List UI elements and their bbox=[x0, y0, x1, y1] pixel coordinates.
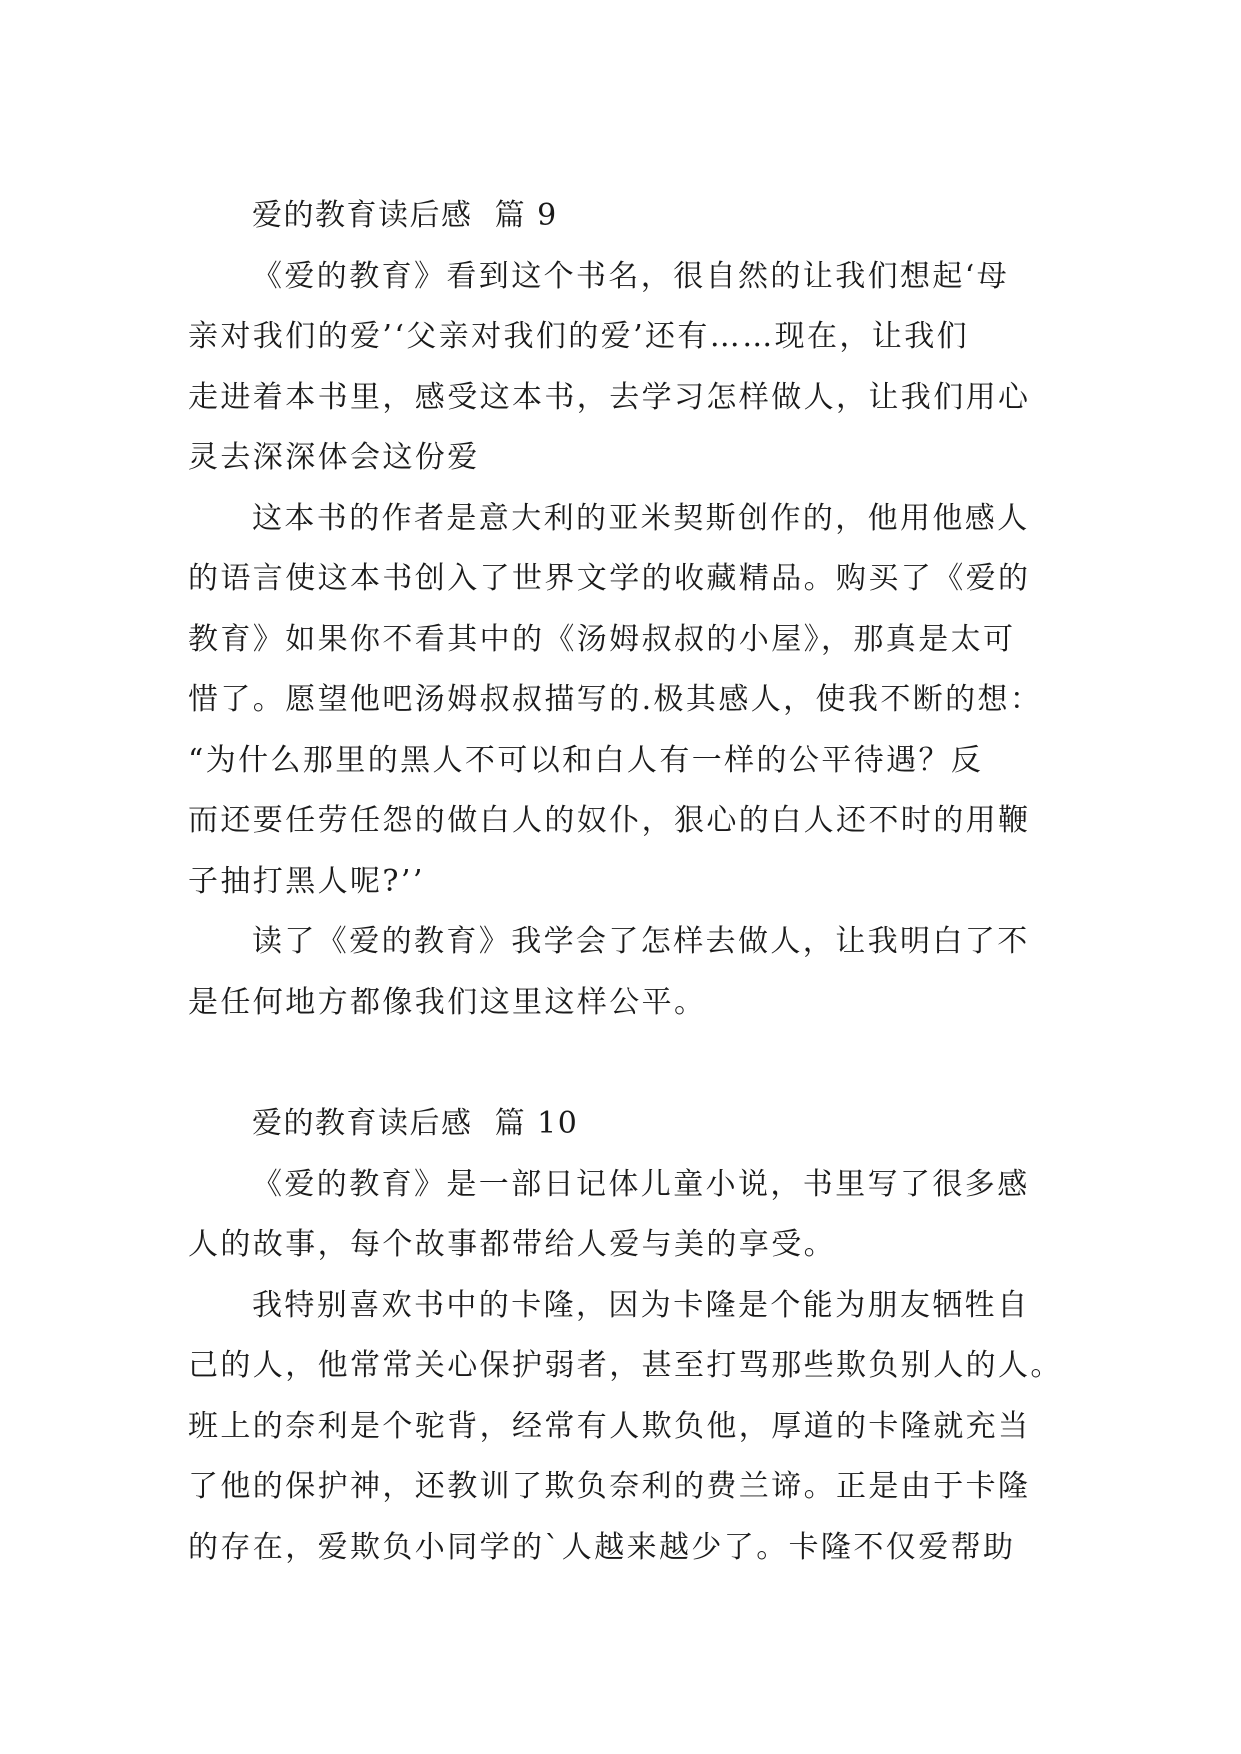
paragraph-line: 灵去深深体会这份爱 bbox=[188, 440, 480, 475]
paragraph-line: 己的人，他常常关心保护弱者，甚至打骂那些欺负别人的人。 bbox=[188, 1348, 1063, 1383]
paragraph-line: 子抽打黑人呢?’’ bbox=[188, 863, 425, 899]
section-9-paragraph-1 bbox=[188, 247, 1048, 489]
paragraph-line: 《爱的教育》是一部日记体儿童小说，书里写了很多感 bbox=[252, 1166, 1030, 1202]
paragraph-line: 走进着本书里，感受这本书，去学习怎样做人，让我们用心 bbox=[188, 379, 1031, 415]
section-9 bbox=[188, 186, 1048, 1033]
paragraph-line: 的语言使这本书创入了世界文学的收藏精品。购买了《爱的 bbox=[188, 561, 1031, 596]
document-body bbox=[188, 186, 1063, 1578]
paragraph-line: 亲对我们的爱’‘父亲对我们的爱’还有……现在，让我们 bbox=[188, 319, 970, 354]
paragraph-line: “为什么那里的黑人不可以和白人有一样的公平待遇？反 bbox=[188, 742, 984, 778]
paragraph-line: 人的故事，每个故事都带给人爱与美的享受。 bbox=[188, 1227, 836, 1262]
paragraph-line: 了他的保护神，还教训了欺负奈利的费兰谛。正是由于卡隆 bbox=[188, 1469, 1031, 1504]
section-10 bbox=[188, 1094, 1063, 1578]
section-spacer bbox=[188, 1033, 1048, 1094]
paragraph-line: 惜了。愿望他吧汤姆叔叔描写的.极其感人，使我不断的想： bbox=[188, 682, 1043, 717]
paragraph-line: 班上的奈利是个驼背，经常有人欺负他，厚道的卡隆就充当 bbox=[188, 1408, 1031, 1444]
paragraph-line: 我特别喜欢书中的卡隆，因为卡隆是个能为朋友牺牲自 bbox=[252, 1287, 1030, 1323]
paragraph-line: 这本书的作者是意大利的亚米契斯创作的，他用他感人 bbox=[252, 500, 1030, 536]
paragraph-line: 《爱的教育》看到这个书名，很自然的让我们想起‘母 bbox=[252, 258, 1010, 294]
paragraph-line: 是任何地方都像我们这里这样公平。 bbox=[188, 984, 707, 1020]
section-9-heading: 爱的教育读后感 篇 9 bbox=[252, 198, 558, 233]
section-10-paragraph-2 bbox=[188, 1276, 1063, 1579]
paragraph-line: 而还要任劳任怨的做白人的奴仆，狠心的白人还不时的用鞭 bbox=[188, 803, 1031, 838]
paragraph-line: 的存在，爱欺负小同学的`人越来越少了。卡隆不仅爱帮助 bbox=[188, 1529, 1016, 1565]
section-10-paragraph-1 bbox=[188, 1155, 1048, 1276]
paragraph-line: 读了《爱的教育》我学会了怎样去做人，让我明白了不 bbox=[252, 924, 1030, 959]
section-10-heading: 爱的教育读后感 篇 10 bbox=[252, 1106, 579, 1141]
paragraph-line: 教育》如果你不看其中的《汤姆叔叔的小屋》，那真是太可 bbox=[188, 621, 1016, 657]
section-9-paragraph-2 bbox=[188, 489, 1048, 913]
section-9-paragraph-3 bbox=[188, 912, 1048, 1033]
